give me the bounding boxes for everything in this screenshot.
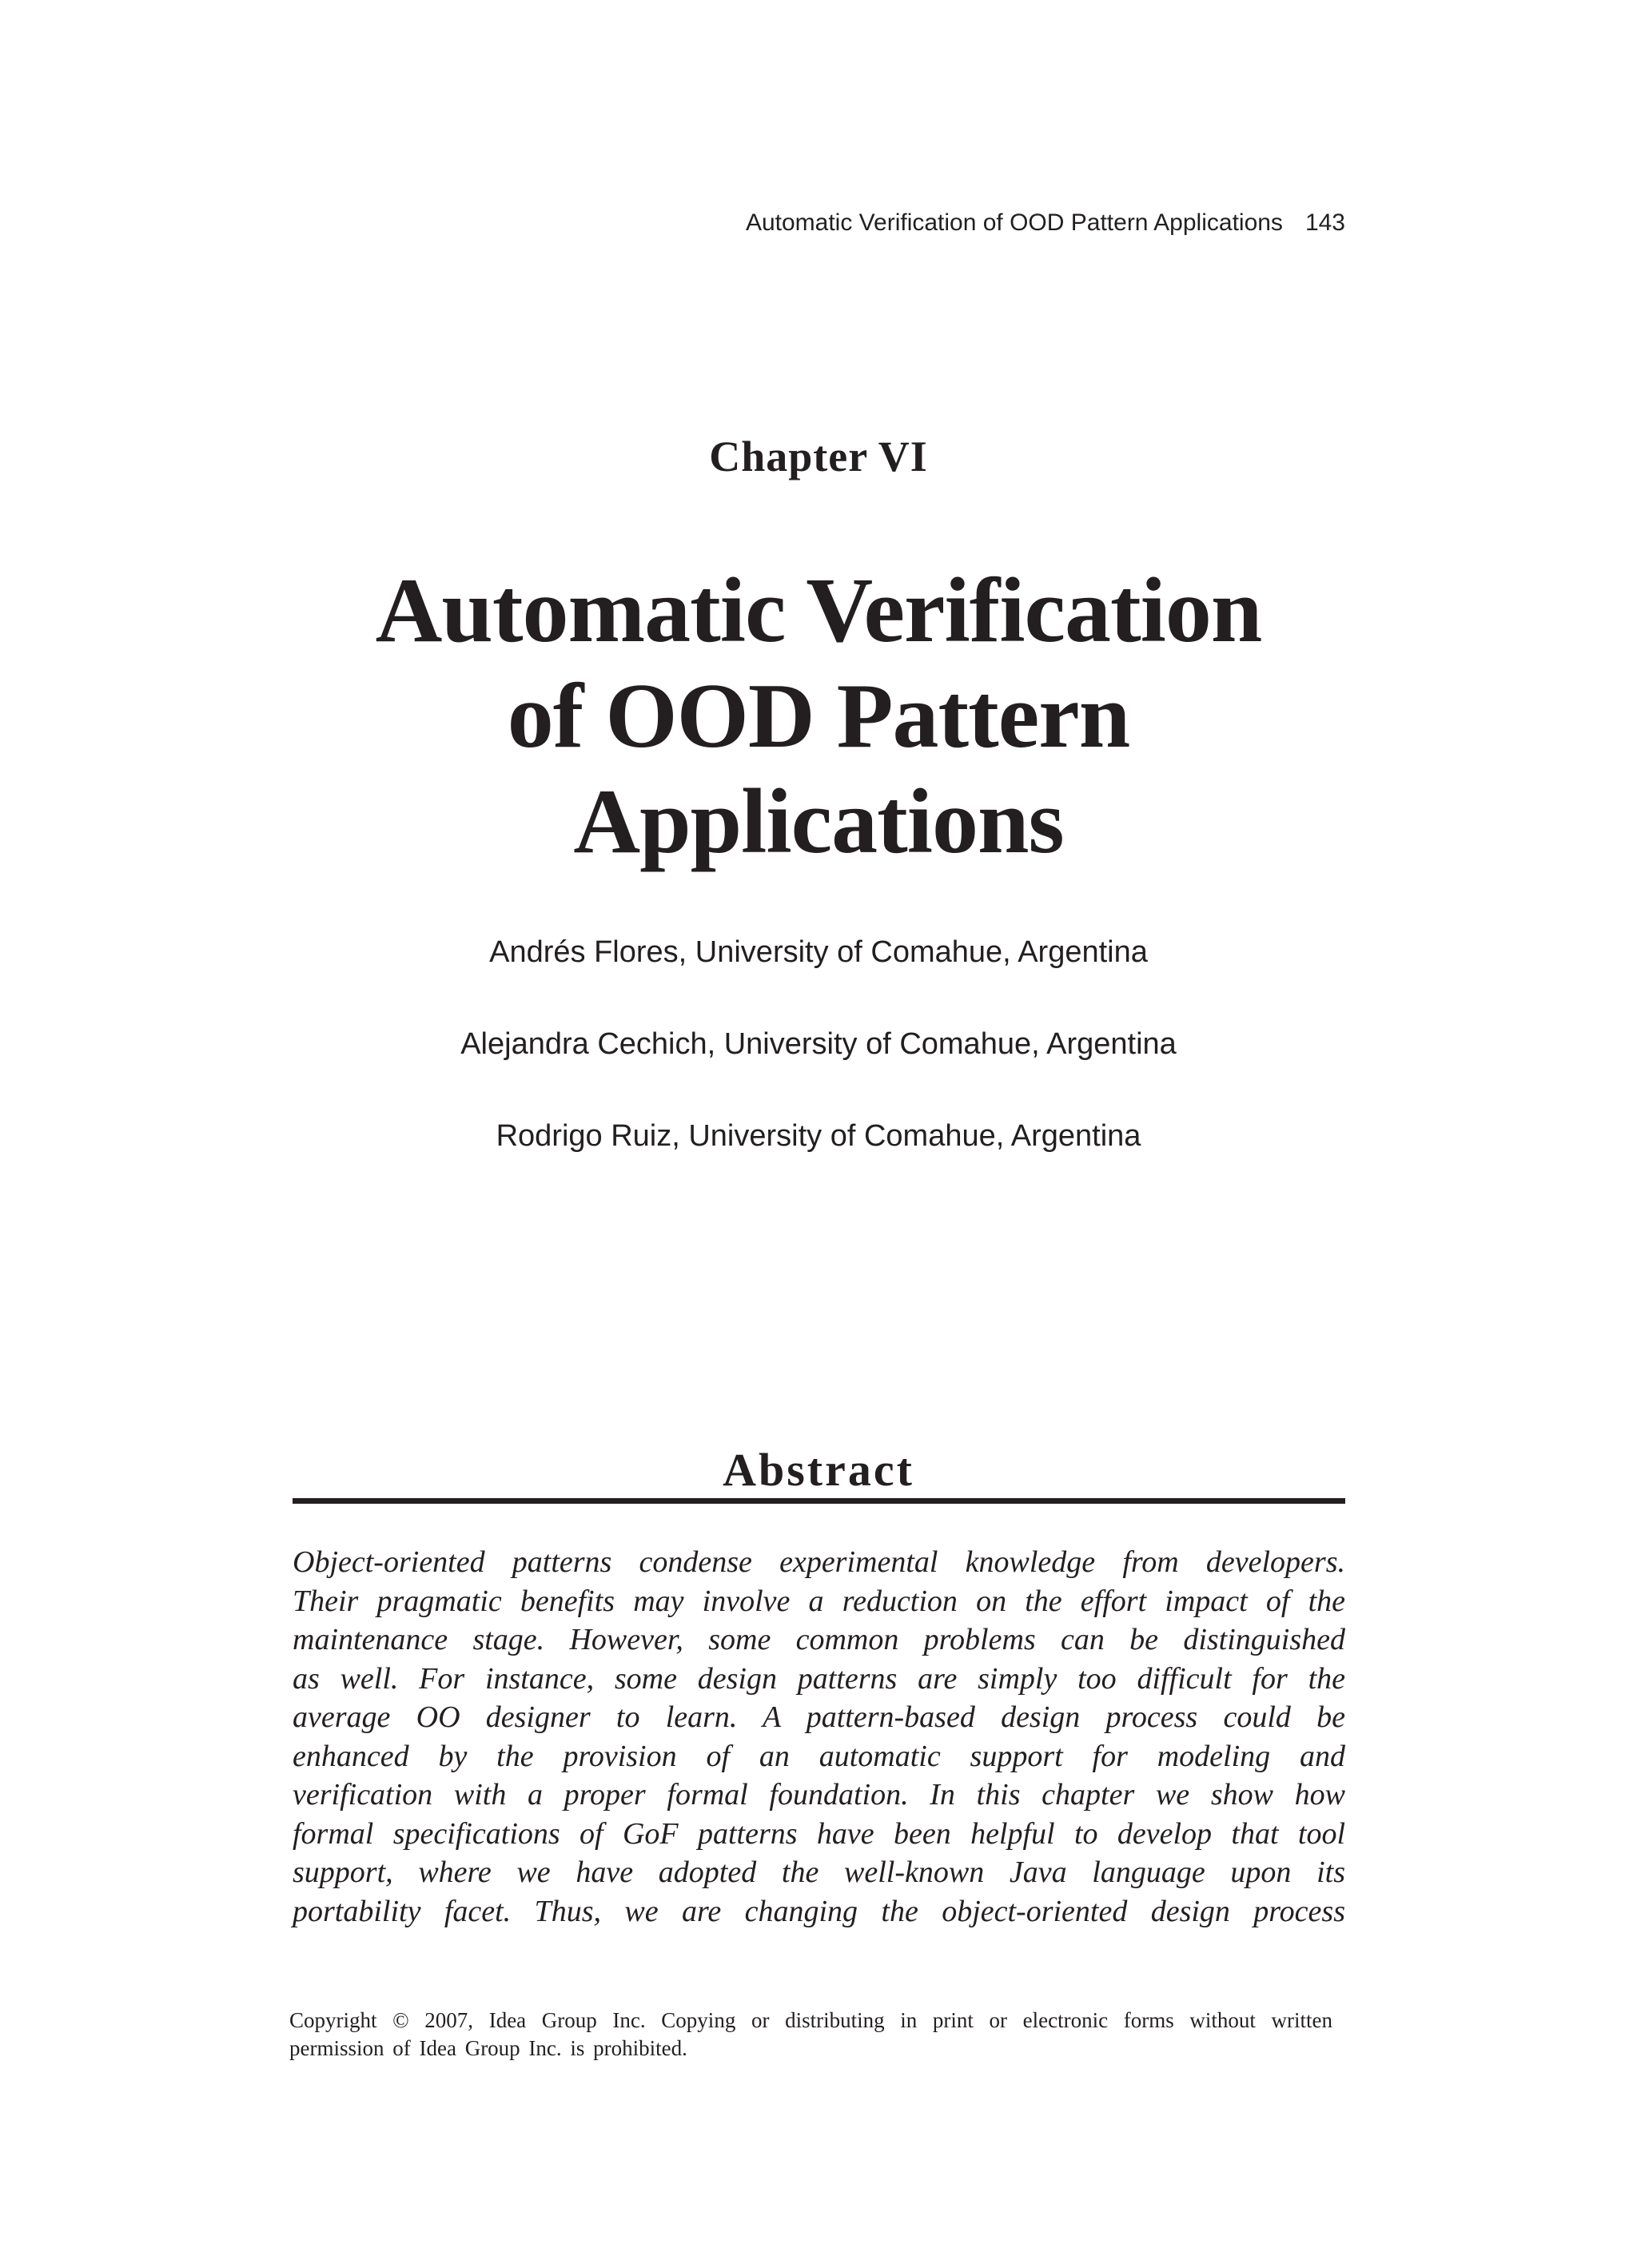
copyright-notice <box>289 2007 1332 2063</box>
abstract-line: support, where we have adopted the well-known Java language upon its <box>293 1855 1345 1889</box>
abstract-line: enhanced by the provision of an automatic support for modeling and <box>293 1739 1345 1773</box>
abstract-line: formal specifications of GoF patterns have been helpful to develop that tool <box>293 1816 1345 1851</box>
chapter-title <box>0 558 1637 875</box>
copyright-line: Copyright © 2007, Idea Group Inc. Copying or distributing in print or electronic forms without written <box>289 2008 1332 2032</box>
abstract-line: average OO designer to learn. A pattern-based design process could be <box>293 1700 1345 1734</box>
abstract-line: as well. For instance, some design patterns are simply too difficult for the <box>293 1661 1345 1696</box>
page-number: 143 <box>1304 209 1345 236</box>
abstract-line: verification with a proper formal foundation. In this chapter we show how <box>293 1778 1345 1812</box>
abstract-line: Object-oriented patterns condense experimental knowledge from developers. <box>293 1545 1345 1579</box>
author-affiliation: Andrés Flores, University of Comahue, Argentina <box>489 935 1148 969</box>
chapter-label: Chapter VI <box>709 432 928 480</box>
running-head <box>746 209 1345 237</box>
abstract-line: maintenance stage. However, some common problems can be distinguished <box>293 1623 1345 1656</box>
author-affiliation: Alejandra Cechich, University of Comahue, Argentina <box>460 1027 1177 1061</box>
abstract-heading: Abstract <box>723 1444 914 1496</box>
abstract-body <box>293 1543 1345 1931</box>
running-head-title: Automatic Verification of OOD Pattern Applications <box>745 209 1283 236</box>
chapter-title-line: Applications <box>573 771 1064 873</box>
abstract-divider <box>293 1498 1345 1504</box>
abstract-line: Their pragmatic benefits may involve a reduction on the effort impact of the <box>293 1584 1345 1618</box>
chapter-title-line: of OOD Pattern <box>507 665 1130 767</box>
abstract-line: portability facet. Thus, we are changing the object-oriented design process <box>293 1894 1345 1928</box>
chapter-title-line: Automatic Verification <box>375 560 1262 662</box>
copyright-line: permission of Idea Group Inc. is prohibited. <box>289 2036 687 2060</box>
author-affiliation: Rodrigo Ruiz, University of Comahue, Argentina <box>496 1119 1141 1153</box>
